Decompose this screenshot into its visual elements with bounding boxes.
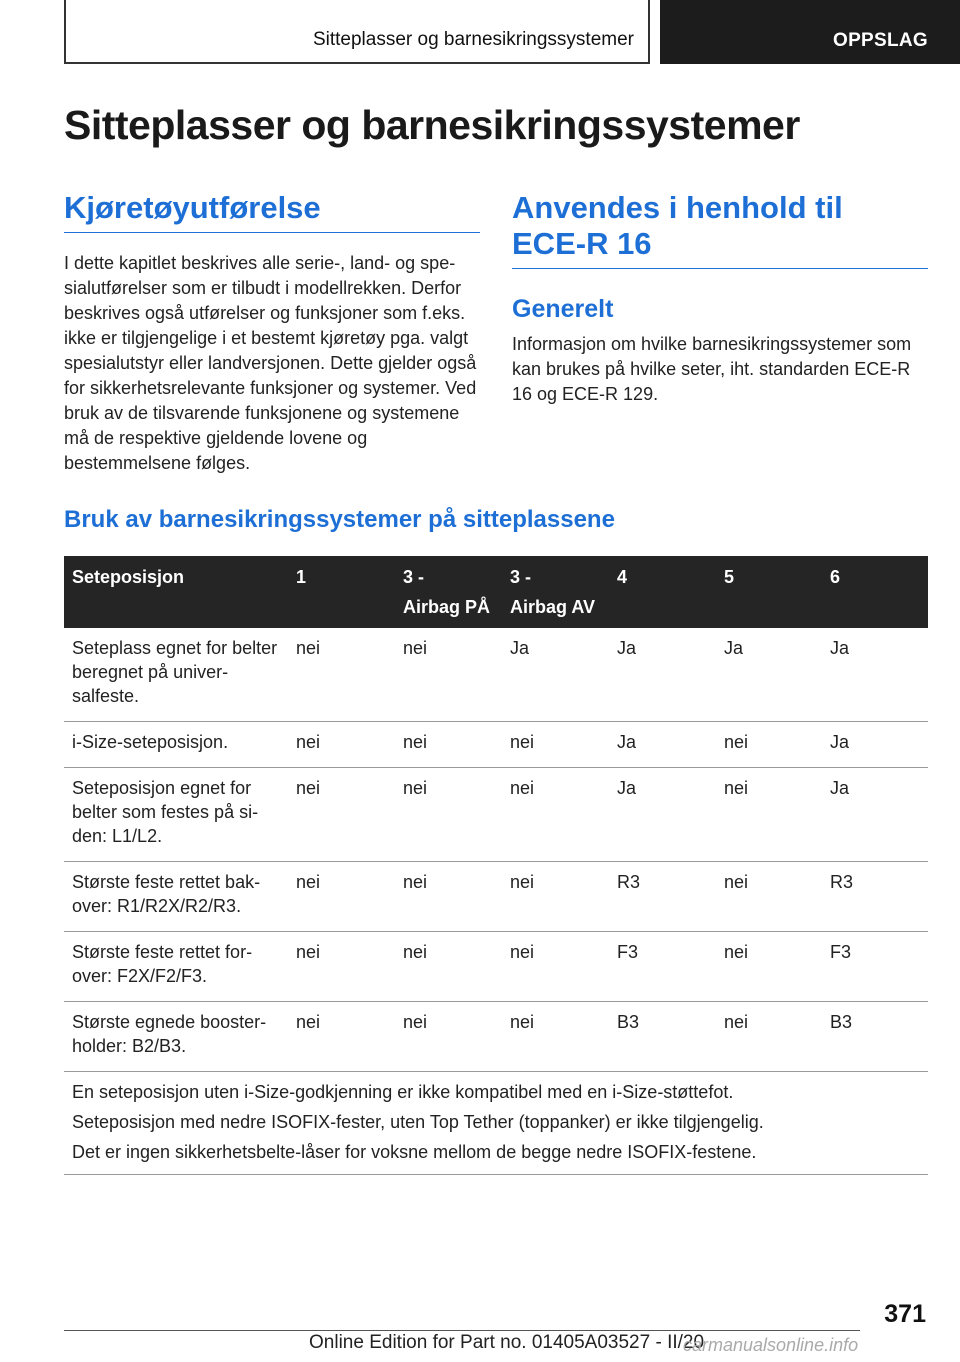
footer-divider — [64, 1330, 860, 1331]
table-cell: Ja — [609, 628, 716, 722]
header-seat-3-airbag-off: 3 - Airbag AV — [502, 556, 609, 628]
table-row — [64, 932, 928, 1002]
header-section-tab[interactable] — [660, 0, 960, 64]
table-cell: nei — [502, 862, 609, 932]
table-row — [64, 768, 928, 862]
table-cell: R3 — [609, 862, 716, 932]
table-cell: Ja — [822, 768, 928, 862]
table-cell: i-Size-seteposisjon. — [64, 722, 288, 768]
ece-r16-section — [512, 190, 928, 407]
table-cell: nei — [395, 1002, 502, 1072]
table-cell: Største feste rettet bakover: R1/R2X/R2/R3. — [64, 862, 288, 932]
table-cell: nei — [395, 722, 502, 768]
table-cell: nei — [502, 932, 609, 1002]
table-cell: nei — [288, 722, 395, 768]
footer-edition-text: Online Edition for Part no. 01405A03527 - II/20 — [309, 1332, 705, 1353]
table-row — [64, 862, 928, 932]
table-cell: nei — [502, 768, 609, 862]
header-seat-1: 1 — [288, 556, 395, 628]
table-note: Seteposisjon med nedre ISOFIX-fester, uten Top Tether (toppanker) er ikke tilgjengelig. — [72, 1112, 764, 1132]
table-cell: Ja — [716, 628, 822, 722]
table-cell: nei — [288, 768, 395, 862]
table-row — [64, 722, 928, 768]
table-cell: nei — [716, 1002, 822, 1072]
table-cell: nei — [716, 722, 822, 768]
table-cell: nei — [288, 1002, 395, 1072]
table-cell: nei — [395, 932, 502, 1002]
page-number: 371 — [884, 1300, 926, 1328]
table-cell: Seteplass egnet for belter beregnet på universalfeste. — [64, 628, 288, 722]
header-chapter-title: Sitteplasser og barnesikringssystemer — [312, 29, 634, 50]
header-chapter-box — [64, 0, 650, 64]
table-cell: nei — [502, 1002, 609, 1072]
table-cell: Største feste rettet forover: F2X/F2/F3. — [64, 932, 288, 1002]
header-seat-6: 6 — [822, 556, 928, 628]
watermark-site-link[interactable]: carmanualsonline.info — [683, 1335, 859, 1355]
child-seat-table — [64, 556, 928, 1175]
ece-r16-heading-line1: Anvendes i henhold til — [512, 190, 843, 225]
table-cell: Ja — [502, 628, 609, 722]
vehicle-version-section — [64, 190, 480, 476]
vehicle-version-text: I dette kapitlet beskrives alle serie-, land- og spesialutførelser som er tilbudt i modellrekken. Derfor beskrives også utførelser og funksjoner som f.eks. ikke er tilgjengelige i et bestemt kjøretøy pga. valgt spesialutstyr eller landversjonen. Dette gjelder også for sikkerhetsrelevante funksjoner og systemer. Ved bruk av de tilsvarende funksjonene og systemene må de respektive gjeldende lovene og bestemmelsene følges. — [64, 253, 477, 473]
general-subheading: Generelt — [512, 295, 614, 323]
table-cell: Ja — [822, 722, 928, 768]
general-text: Informasjon om hvilke barnesikringssystemer som kan brukes på hvilke seter, iht. standarden ECE-R 16 og ECE-R 129. — [512, 334, 912, 404]
ece-r16-heading — [512, 190, 928, 269]
table-cell: nei — [288, 862, 395, 932]
table-note: Det er ingen sikkerhetsbelte-låser for voksne mellom de begge nedre ISOFIX-festene. — [72, 1142, 757, 1162]
table-row — [64, 1002, 928, 1072]
table-notes-row — [64, 1072, 928, 1175]
table-cell: Største egnede boosterholder: B2/B3. — [64, 1002, 288, 1072]
page-title: Sitteplasser og barnesikringssystemer — [64, 102, 800, 148]
table-cell: B3 — [609, 1002, 716, 1072]
header-seat-3-airbag-on: 3 - Airbag PÅ — [395, 556, 502, 628]
header-seat-4: 4 — [609, 556, 716, 628]
table-cell: F3 — [822, 932, 928, 1002]
ece-r16-heading-line2: ECE-R 16 — [512, 226, 652, 261]
table-cell: nei — [288, 628, 395, 722]
table-cell: Ja — [609, 768, 716, 862]
vehicle-version-heading: Kjøretøyutførelse — [64, 190, 480, 233]
table-notes-cell — [64, 1072, 928, 1175]
table-cell: nei — [395, 862, 502, 932]
table-cell: Ja — [822, 628, 928, 722]
header-section-label: OPPSLAG — [832, 30, 928, 51]
table-header-row — [64, 556, 928, 628]
table-cell: nei — [502, 722, 609, 768]
table-cell: B3 — [822, 1002, 928, 1072]
table-cell: nei — [395, 628, 502, 722]
table-cell: nei — [716, 932, 822, 1002]
table-cell: Ja — [609, 722, 716, 768]
header-seat-5: 5 — [716, 556, 822, 628]
table-cell: R3 — [822, 862, 928, 932]
table-cell: Seteposisjon egnet for belter som festes på siden: L1/L2. — [64, 768, 288, 862]
table-cell: F3 — [609, 932, 716, 1002]
table-note: En seteposisjon uten i-Size-godkjenning er ikke kompatibel med en i-Size-støttefot. — [72, 1082, 734, 1102]
header-seat-position: Seteposisjon — [64, 556, 288, 628]
table-cell: nei — [716, 862, 822, 932]
table-cell: nei — [716, 768, 822, 862]
table-cell: nei — [288, 932, 395, 1002]
table-title: Bruk av barnesikringssystemer på sitteplassene — [64, 506, 615, 533]
table-row — [64, 628, 928, 722]
table-cell: nei — [395, 768, 502, 862]
